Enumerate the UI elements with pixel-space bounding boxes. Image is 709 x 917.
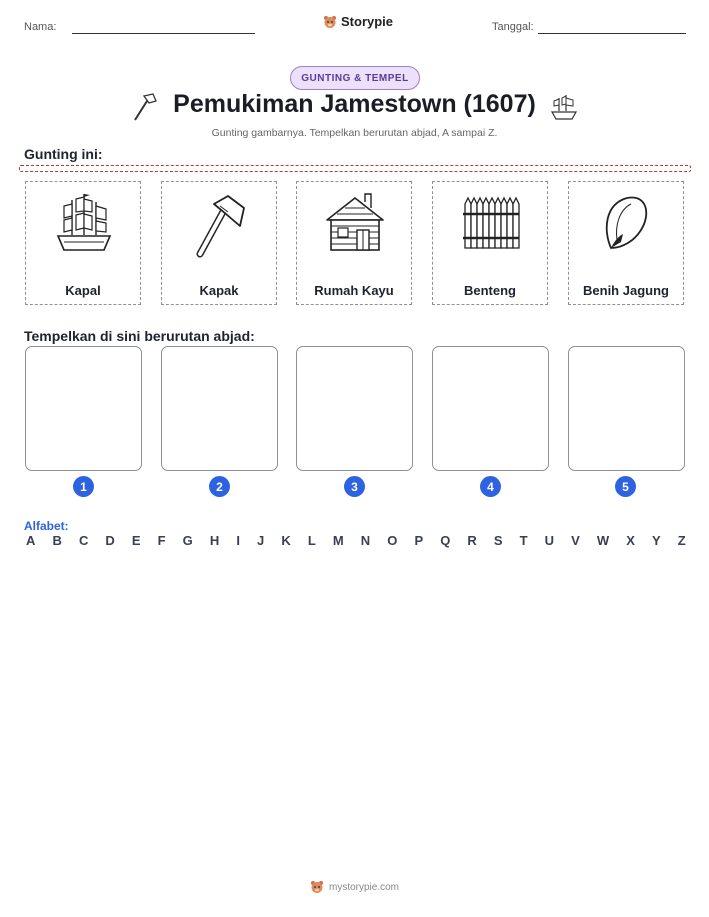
alphabet-letter: P (414, 533, 424, 548)
alphabet-letter: Z (677, 533, 686, 548)
bear-logo-icon (323, 15, 337, 29)
alphabet-letter: A (26, 533, 36, 548)
alphabet-letter: X (626, 533, 635, 548)
alphabet-letter: Q (440, 533, 451, 548)
cut-section-heading: Gunting ini: (24, 146, 103, 162)
brand-name: Storypie (341, 14, 394, 29)
name-field[interactable] (72, 33, 255, 34)
alphabet-letter: G (182, 533, 193, 548)
slot-number-5: 5 (615, 476, 636, 497)
alphabet-letter: V (571, 533, 580, 548)
alphabet-heading: Alfabet: (24, 519, 69, 533)
alphabet-letter: E (131, 533, 141, 548)
cut-card-kapal[interactable] (25, 181, 141, 305)
paste-slot-3[interactable] (296, 346, 413, 471)
paste-section-heading: Tempelkan di sini berurutan abjad: (24, 328, 255, 344)
alphabet-letter: T (519, 533, 528, 548)
alphabet-letter: F (157, 533, 166, 548)
activity-badge: GUNTING & TEMPEL (290, 66, 420, 90)
cut-card-benih-jagung[interactable] (568, 181, 684, 305)
slot-number-1: 1 (73, 476, 94, 497)
alphabet-letter: I (236, 533, 240, 548)
bear-footer-icon (310, 880, 324, 894)
card-label-kapak: Kapak (199, 283, 239, 298)
slot-number-3: 3 (344, 476, 365, 497)
alphabet-letter: L (307, 533, 316, 548)
paste-slot-4[interactable] (432, 346, 549, 471)
slot-number-4: 4 (480, 476, 501, 497)
date-label: Tanggal: (492, 21, 534, 33)
card-label-benih-jagung: Benih Jagung (583, 283, 669, 298)
alphabet-letter: Y (651, 533, 661, 548)
alphabet-letter: M (332, 533, 344, 548)
cut-card-kapak[interactable] (161, 181, 277, 305)
brand-logo (323, 14, 393, 29)
alphabet-letter: S (493, 533, 503, 548)
slot-number-2: 2 (209, 476, 230, 497)
paste-slot-2[interactable] (161, 346, 278, 471)
page-instructions: Gunting gambarnya. Tempelkan berurutan abjad, A sampai Z. (211, 127, 498, 139)
cut-card-rumah-kayu[interactable] (296, 181, 412, 305)
card-label-kapal: Kapal (65, 283, 101, 298)
corn-seed-icon (597, 190, 657, 260)
cut-card-benteng[interactable] (432, 181, 548, 305)
paste-slot-5[interactable] (568, 346, 685, 471)
name-label: Nama: (24, 21, 57, 33)
alphabet-letter: H (209, 533, 220, 548)
alphabet-letter: K (281, 533, 291, 548)
date-field[interactable] (538, 33, 686, 34)
alphabet-letter: C (78, 533, 89, 548)
footer-url[interactable]: mystorypie.com (328, 881, 399, 893)
fort-icon (461, 190, 521, 260)
footer (0, 880, 709, 894)
alphabet-letter: U (544, 533, 555, 548)
cut-line (19, 165, 691, 172)
alphabet-letter: B (52, 533, 62, 548)
page-title: Pemukiman Jamestown (1607) (173, 90, 536, 118)
alphabet-letter: D (105, 533, 115, 548)
alphabet-letter: R (467, 533, 477, 548)
card-label-benteng: Benteng (464, 283, 516, 298)
alphabet-letter: N (360, 533, 371, 548)
alphabet-letter: W (596, 533, 610, 548)
paste-slot-1[interactable] (25, 346, 142, 471)
alphabet-letter: J (257, 533, 265, 548)
ship-icon (54, 190, 114, 260)
ship-decoration-icon (549, 92, 579, 122)
alphabet-letter: O (387, 533, 398, 548)
card-label-rumah-kayu: Rumah Kayu (314, 283, 394, 298)
axe-icon (190, 190, 250, 260)
log-cabin-icon (325, 190, 385, 260)
alphabet-row (26, 533, 686, 548)
